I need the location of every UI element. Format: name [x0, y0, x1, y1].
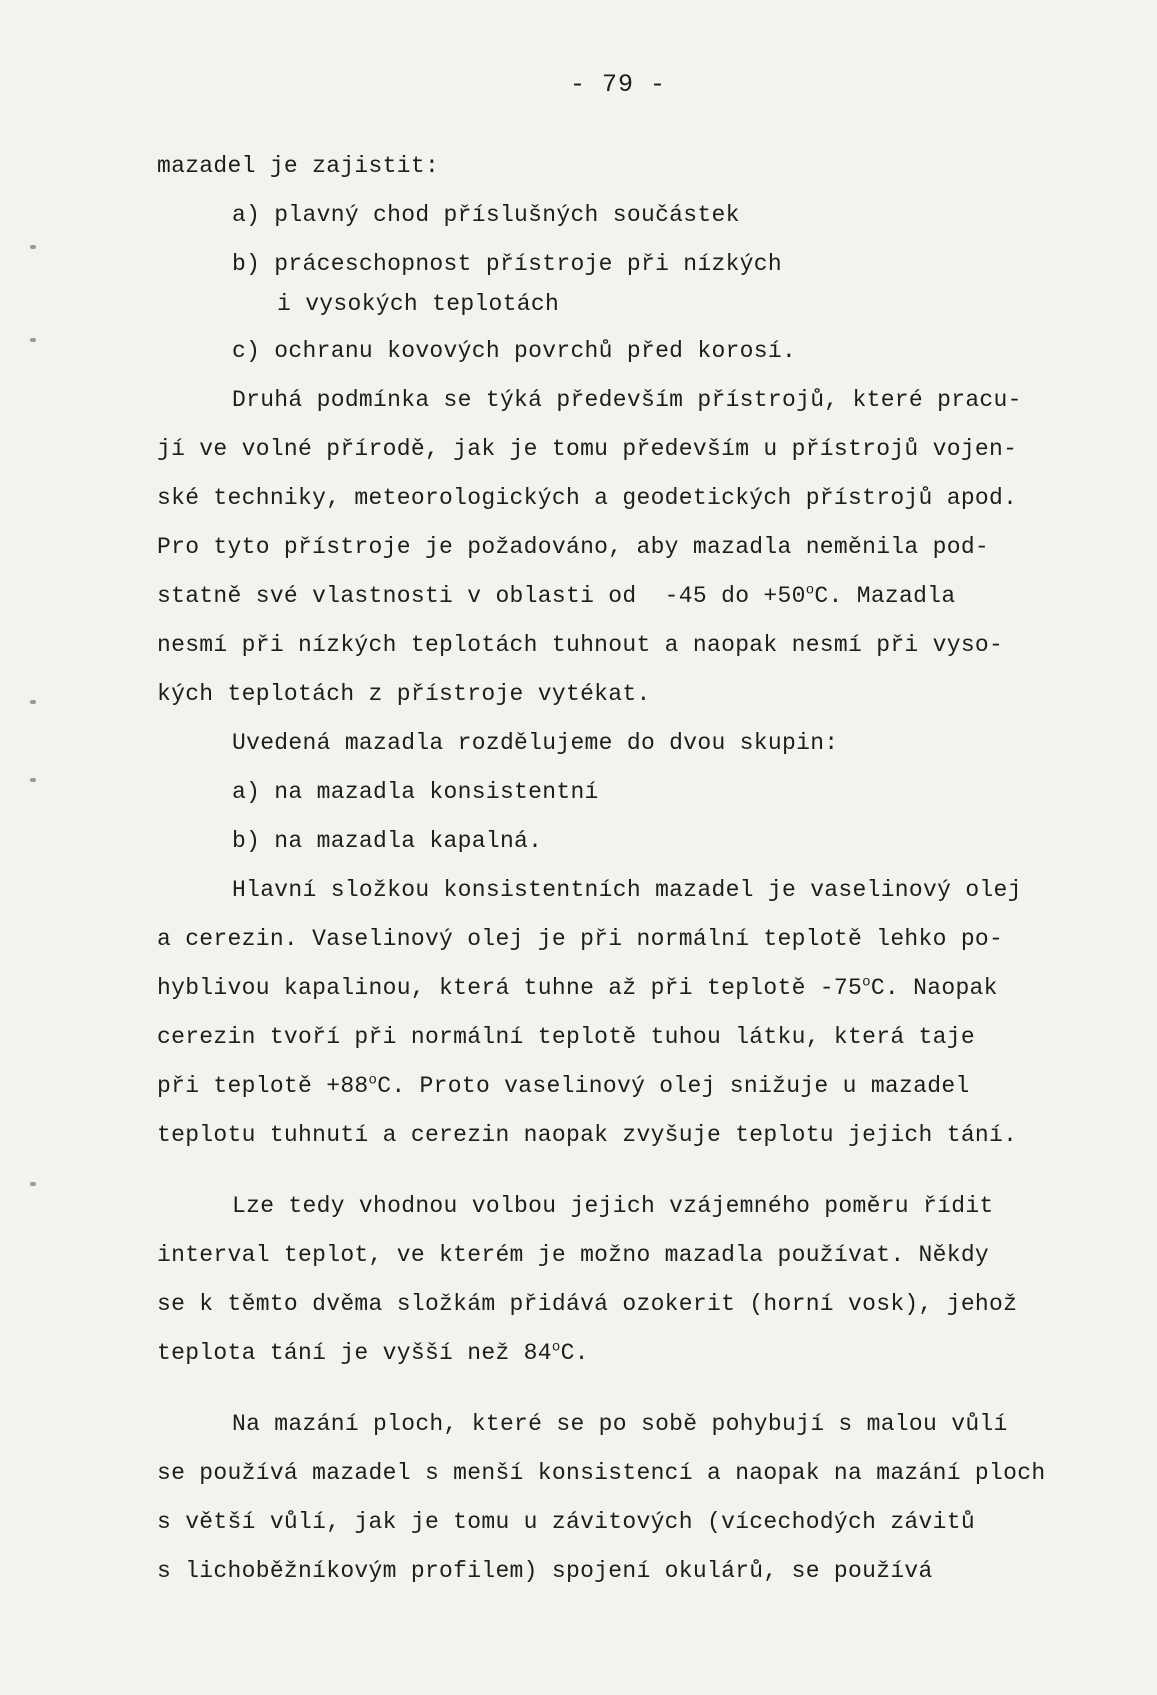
page-number: - 79 - [570, 70, 667, 99]
text-line: interval teplot, ve kterém je možno mazadla používat. Někdy [157, 1242, 990, 1268]
text-segment: C. Naopak [870, 975, 998, 1001]
degree-sign: o [862, 974, 871, 991]
text-line: jí ve volné přírodě, jak je tomu především u přístrojů vojen- [157, 436, 1018, 462]
text-line [157, 1062, 1107, 1111]
text-line: se používá mazadel s menší konsistencí a naopak na mazání ploch [157, 1460, 1046, 1486]
paragraph-first-line: Hlavní složkou konsistentních mazadel je vaselinový olej [232, 877, 1022, 903]
text-line: teplotu tuhnutí a cerezin naopak zvyšuje teplotu jejich tání. [157, 1122, 1018, 1148]
paragraph-first-line: Na mazání ploch, které se po sobě pohybují s malou vůlí [232, 1411, 1008, 1437]
text-segment: teplota tání je vyšší než 84 [157, 1340, 552, 1366]
list-item: b) na mazadla kapalná. [232, 828, 543, 854]
body-text [157, 142, 1107, 1596]
degree-sign: o [551, 1339, 561, 1356]
text-segment: C. Mazadla [814, 583, 956, 609]
text-line [157, 1329, 1107, 1378]
text-segment: C. Proto vaselinový olej snižuje u mazadel [377, 1073, 970, 1099]
text-line: a cerezin. Vaselinový olej je při normální teplotě lehko po- [157, 926, 1004, 952]
text-line: s lichoběžníkovým profilem) spojení okulárů, se používá [157, 1558, 933, 1584]
text-segment: C. [560, 1340, 589, 1366]
punch-mark [30, 778, 36, 782]
text-line: kých teplotách z přístroje vytékat. [157, 681, 651, 707]
punch-mark [30, 338, 36, 342]
list-item: a) plavný chod příslušných součástek [232, 202, 740, 228]
paragraph-first-line: Uvedená mazadla rozdělujeme do dvou skupin: [232, 730, 839, 756]
paragraph-first-line: Druhá podmínka se týká především přístrojů, které pracu- [232, 387, 1022, 413]
text-segment: statně své vlastnosti v oblasti od -45 do +50 [157, 583, 806, 609]
text-line: cerezin tvoří při normální teplotě tuhou látku, která taje [157, 1024, 975, 1050]
text-segment: při teplotě +88 [157, 1073, 369, 1099]
text-line: s větší vůlí, jak je tomu u závitových (vícechodých závitů [157, 1509, 975, 1535]
punch-mark [30, 700, 36, 704]
text-line: ské techniky, meteorologických a geodetických přístrojů apod. [157, 485, 1018, 511]
text-line [157, 964, 1107, 1013]
text-line: mazadel je zajistit: [157, 153, 440, 179]
text-line: se k těmto dvěma složkám přidává ozokerit (horní vosk), jehož [157, 1291, 1018, 1317]
text-line [157, 572, 1107, 621]
list-item: b) práceschopnost přístroje při nízkých [232, 251, 782, 277]
text-segment: hyblivou kapalinou, která tuhne až při teplotě -75 [157, 975, 863, 1001]
spacer [157, 1160, 1107, 1182]
paragraph-first-line: Lze tedy vhodnou volbou jejich vzájemného poměru řídit [232, 1193, 994, 1219]
list-item: c) ochranu kovových povrchů před korosí. [232, 338, 797, 364]
degree-sign: o [805, 582, 815, 599]
text-line: nesmí při nízkých teplotách tuhnout a naopak nesmí při vyso- [157, 632, 1004, 658]
spacer [157, 1378, 1107, 1400]
text-line: Pro tyto přístroje je požadováno, aby mazadla neměnila pod- [157, 534, 990, 560]
list-item: a) na mazadla konsistentní [232, 779, 599, 805]
punch-mark [30, 1182, 36, 1186]
list-item-continuation: i vysokých teplotách [277, 291, 560, 317]
degree-sign: o [368, 1072, 378, 1089]
punch-mark [30, 245, 36, 249]
